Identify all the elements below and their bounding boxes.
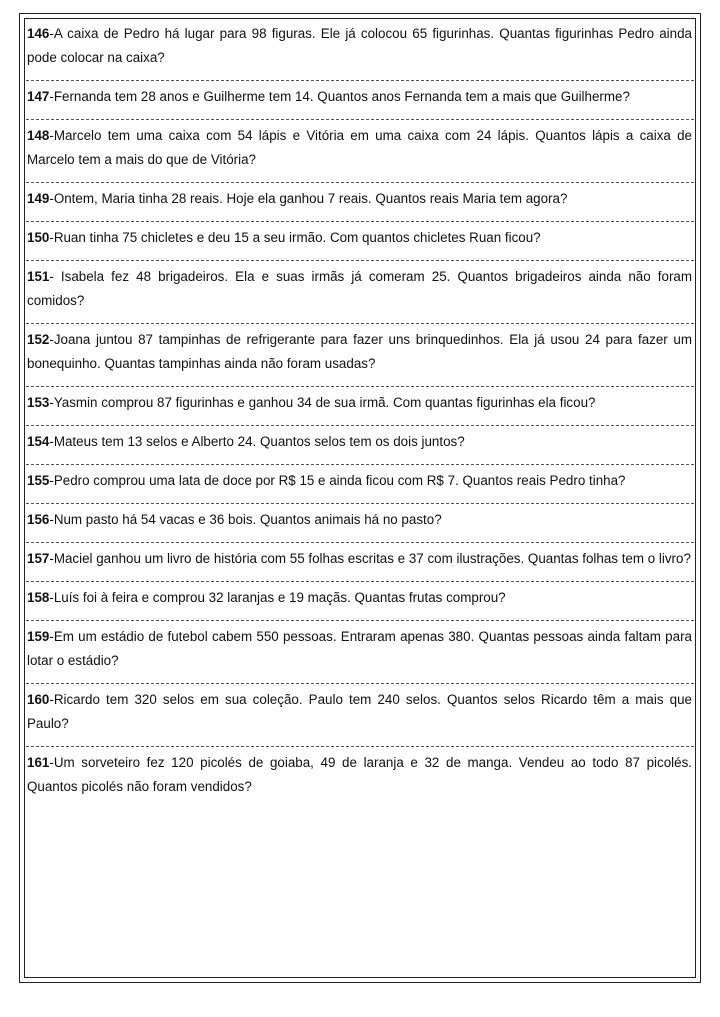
answer-line (26, 172, 694, 183)
question-160: 160-Ricardo tem 320 selos em sua coleção. Paulo tem 240 selos. Quantos selos Ricardo têm a mais que Paulo? (27, 692, 692, 731)
answer-line (26, 571, 694, 582)
question-157: 157-Maciel ganhou um livro de história com 55 folhas escritas e 37 com ilustrações. Quantas folhas tem o livro? (27, 551, 691, 566)
question-158: 158-Luís foi à feira e comprou 32 laranjas e 19 maçãs. Quantas frutas comprou? (27, 590, 506, 605)
answer-line (26, 211, 694, 222)
answer-line (26, 673, 694, 684)
question-152: 152-Joana juntou 87 tampinhas de refrigerante para fazer uns brinquedinhos. Ela já usou 24 para fazer um bonequinho. Quantas tampinhas ainda não foram usadas? (27, 332, 692, 371)
question-156: 156-Num pasto há 54 vacas e 36 bois. Quantos animais há no pasto? (27, 512, 442, 527)
question-159: 159-Em um estádio de futebol cabem 550 pessoas. Entraram apenas 380. Quantas pessoas ainda faltam para lotar o estádio? (27, 629, 692, 668)
question-153: 153-Yasmin comprou 87 figurinhas e ganhou 34 de sua irmã. Com quantas figurinhas ela ficou? (27, 395, 596, 410)
question-154: 154-Mateus tem 13 selos e Alberto 24. Quantos selos tem os dois juntos? (27, 434, 465, 449)
answer-line (26, 736, 694, 747)
answer-line (26, 610, 694, 621)
worksheet (26, 22, 694, 799)
answer-line (26, 250, 694, 261)
question-150: 150-Ruan tinha 75 chicletes e deu 15 a seu irmão. Com quantos chicletes Ruan ficou? (27, 230, 541, 245)
answer-line (26, 109, 694, 120)
answer-line (26, 493, 694, 504)
question-161: 161-Um sorveteiro fez 120 picolés de goiaba, 49 de laranja e 32 de manga. Vendeu ao todo 87 picolés. Quantos picolés não foram vendidos? (27, 755, 692, 794)
answer-line (26, 70, 694, 81)
question-147: 147-Fernanda tem 28 anos e Guilherme tem 14. Quantos anos Fernanda tem a mais que Guilherme? (27, 89, 630, 104)
question-151: 151- Isabela fez 48 brigadeiros. Ela e suas irmãs já comeram 25. Quantos brigadeiros ainda não foram comidos? (27, 269, 692, 308)
answer-line (26, 415, 694, 426)
answer-line (26, 532, 694, 543)
answer-line (26, 376, 694, 387)
answer-line (26, 313, 694, 324)
question-148: 148-Marcelo tem uma caixa com 54 lápis e Vitória em uma caixa com 24 lápis. Quantos lápis a caixa de Marcelo tem a mais do que de Vitória? (27, 128, 692, 167)
answer-line (26, 454, 694, 465)
question-155: 155-Pedro comprou uma lata de doce por R$ 15 e ainda ficou com R$ 7. Quantos reais Pedro tinha? (27, 473, 626, 488)
question-149: 149-Ontem, Maria tinha 28 reais. Hoje ela ganhou 7 reais. Quantos reais Maria tem agora? (27, 191, 568, 206)
question-146: 146-A caixa de Pedro há lugar para 98 figuras. Ele já colocou 65 figurinhas. Quantas figurinhas Pedro ainda pode colocar na caixa? (27, 26, 692, 65)
